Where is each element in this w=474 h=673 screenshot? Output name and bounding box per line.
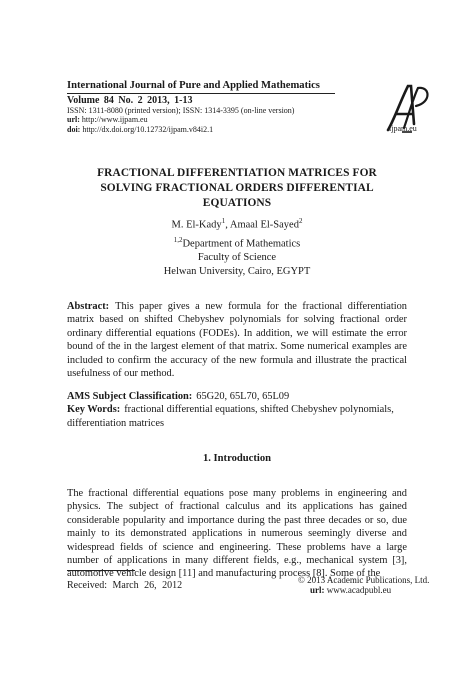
title-line-3: EQUATIONS [202,197,272,209]
introduction-text: The fractional differential equations pose many problems in engineering and physics. The subject of fractional calculus and its applications has gained considerable popularity and importance during the past three decades or so, due mainly to its demonstrated applications in numerous seemingly diverse and widespread fields of science and engineering. These problems have a large number of applications in many different fields, e.g., mechanical system [3], automotive vehicle design [11] and manufacturing process [8]. Some of the [67,488,407,580]
ams-value: 65G20, 65L70, 65L09 [196,391,290,402]
journal-name: International Journal of Pure and Applied Mathematics [67,80,320,91]
title-line-1: FRACTIONAL DIFFERENTIATION MATRICES FOR [97,167,377,179]
copyright-block [298,575,429,595]
publisher-url-label: url: [310,585,325,595]
url-label: url: [67,115,80,125]
keywords-label: Key Words: [67,404,121,416]
doi-label: doi: [67,124,81,134]
issn-line: ISSN: 1311-8080 (printed version); ISSN: 1314-3395 (on-line version) [67,106,295,115]
classification-block [67,390,407,430]
abstract [67,300,407,380]
author-1: M. El-Kady [171,219,222,231]
affiliation-sup: 1,2 [173,236,183,244]
footnote-rule [67,570,135,571]
publisher-url-line [298,585,429,595]
url-value[interactable]: http://www.ijpam.eu [81,115,148,125]
url-line [67,115,407,124]
doi-value[interactable]: http://dx.doi.org/10.12732/ijpam.v84i2.1 [82,124,214,134]
abstract-label: Abstract: [67,301,110,312]
keywords-value: fractional differential equations, shifted Chebyshev polynomials, differentiation matrices [67,404,394,429]
affiliation-dept: Department of Mathematics [182,238,301,250]
author-sep: , [225,219,230,231]
affiliation [67,234,407,278]
volume-line: Volume 84 No. 2 2013, 1-13 [67,95,193,106]
logo-caption: ijpam.eu [389,124,417,133]
title-line-2: SOLVING FRACTIONAL ORDERS DIFFERENTIAL [100,182,374,194]
author-1-sup: 1 [221,217,226,225]
author-2: Amaal El-Sayed [229,219,299,231]
publisher-url-value[interactable]: www.acadpubl.eu [326,585,392,595]
section-heading-introduction: 1. Introduction [202,453,272,464]
doi-line [67,125,407,134]
affiliation-line-3: Helwan University, Cairo, EGYPT [163,265,311,277]
journal-header [67,80,407,134]
received-line [67,580,182,591]
received-date: March 26, 2012 [112,580,183,591]
keywords-line [67,403,407,430]
copyright-line: © 2013 Academic Publications, Ltd. [298,575,430,585]
ams-line [67,390,407,403]
abstract-text: This paper gives a new formula for the fractional differentiation matrix based on shifted Chebyshev polynomials for solving fractional order ordinary differential equations (FODEs). In addition, we will estimate the error bound of the in the largest element of that matrix. Some numerical examples are included to confirm the accuracy of the new formula and illustrate the practical usefulness of our method. [67,301,407,380]
affiliation-line-2: Faculty of Science [197,252,277,263]
author-2-sup: 2 [298,217,303,225]
header-rule [67,93,335,94]
received-label: Received: [67,580,107,591]
affiliation-line-1 [67,234,407,251]
authors [67,215,407,232]
ams-label: AMS Subject Classification: [67,391,193,402]
paper-title [67,166,407,211]
